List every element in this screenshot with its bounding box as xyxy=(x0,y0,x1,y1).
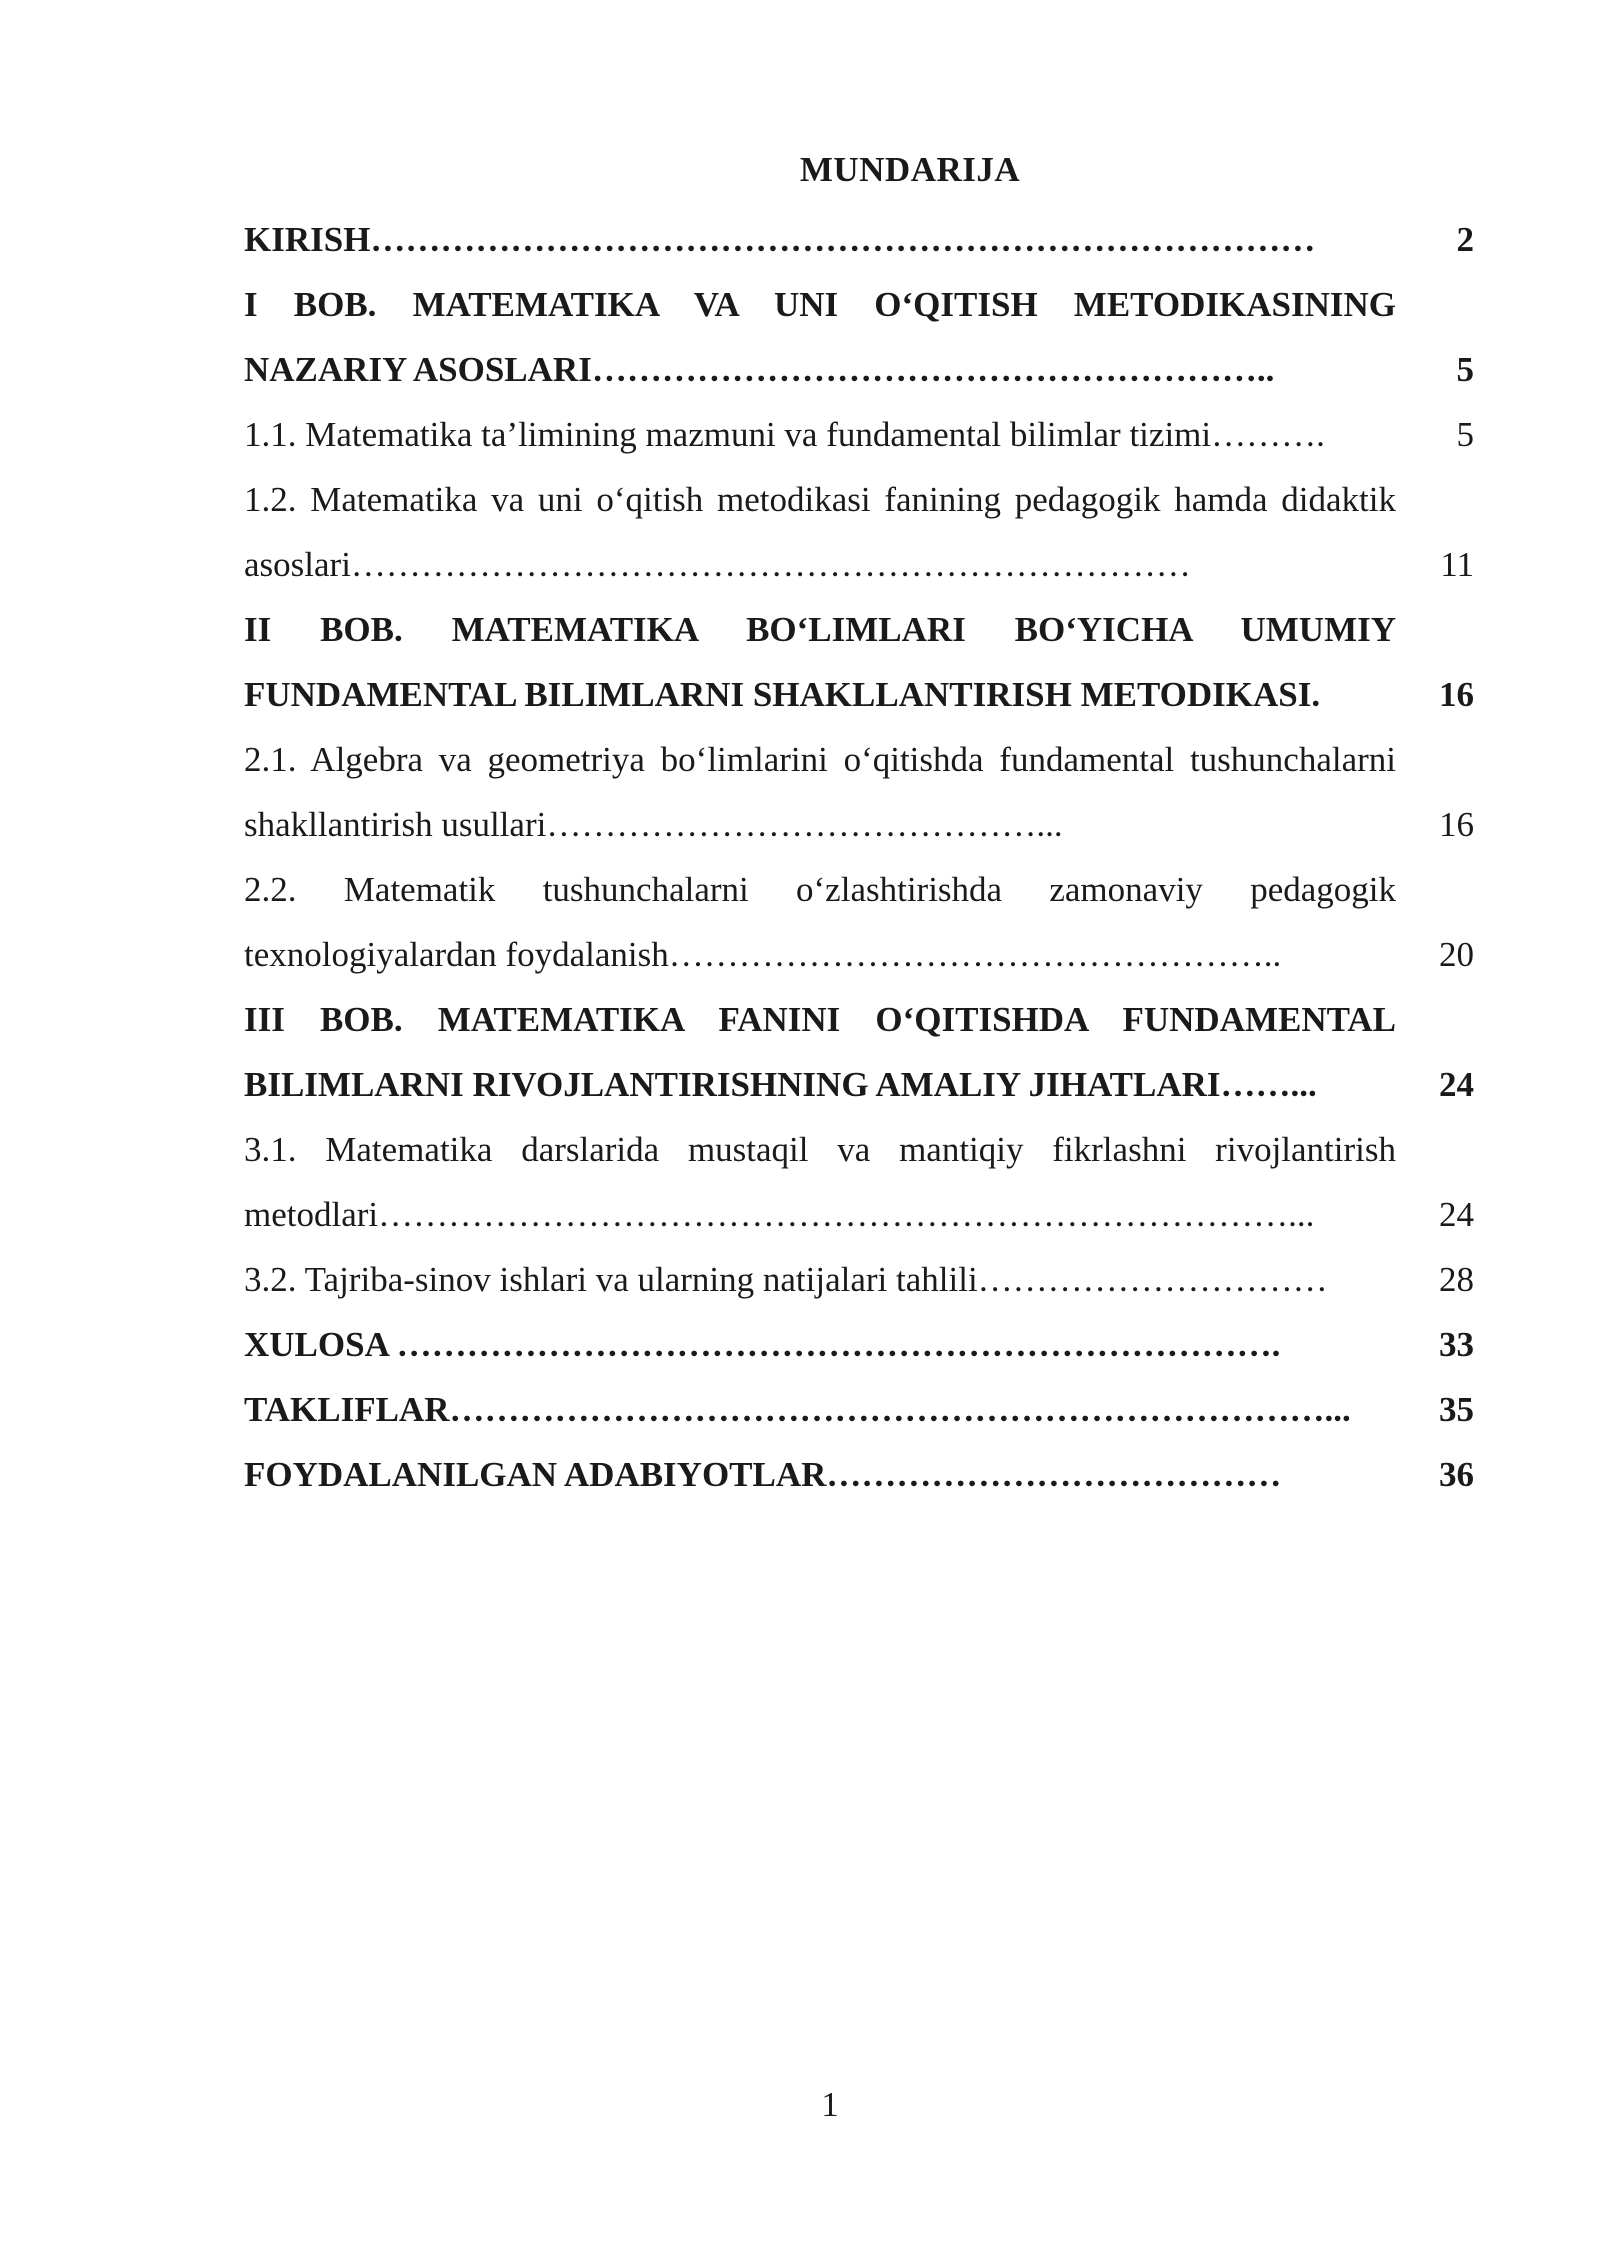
toc-entry-section-1-2 xyxy=(244,467,1474,597)
toc-entry-page xyxy=(1396,597,1474,727)
toc-entry-text: 2.2. Matematik tushunchalarni o‘zlashtirishda zamonaviy pedagogik texnologiyalardan foydalanish…………………………………………….. xyxy=(244,870,1396,974)
toc-entry-text xyxy=(244,272,1396,402)
toc-entry-page: 33 xyxy=(1439,1325,1474,1364)
toc-entry-kirish xyxy=(244,207,1474,272)
toc-entry-section-2-2 xyxy=(244,857,1474,987)
toc-entry-section-1-1 xyxy=(244,402,1474,467)
page-number: 1 xyxy=(821,2085,839,2124)
toc-title-text: MUNDARIJA xyxy=(799,150,1021,189)
toc-entry-text: 3.1. Matematika darslarida mustaqil va mantiqiy fikrlashni rivojlantirish metodlari……………………………………………………………………... xyxy=(244,1130,1396,1234)
toc-entry-page xyxy=(1396,727,1474,857)
toc-entry-text: XULOSA …………………………………………………………………. xyxy=(244,1325,1281,1364)
toc-entry-takliflar xyxy=(244,1377,1474,1442)
toc-entry-page-value: 5 xyxy=(1456,350,1474,389)
toc-entry-chapter-3 xyxy=(244,987,1474,1117)
toc-entry-page-value: 24 xyxy=(1439,1195,1474,1234)
toc-entry-page xyxy=(1396,987,1474,1117)
toc-entry-text: 2.1. Algebra va geometriya bo‘limlarini o‘qitishda fundamental tushunchalarni shakllantirish usullari……………………………………... xyxy=(244,740,1396,844)
toc-entry-text: 1.1. Matematika ta’limining mazmuni va fundamental bilimlar tizimi………. xyxy=(244,415,1325,454)
table-of-contents xyxy=(244,207,1474,1507)
toc-entry-page xyxy=(1396,857,1474,987)
toc-entry-text: KIRISH……………………………………………………………………… xyxy=(244,220,1316,259)
toc-entry-text: III BOB. MATEMATIKA FANINI O‘QITISHDA FUNDAMENTAL BILIMLARNI RIVOJLANTIRISHNING AMALIY JIHATLARI……... xyxy=(244,1000,1396,1104)
toc-entry-page xyxy=(1396,467,1474,597)
toc-entry-text-content: I BOB. MATEMATIKA VA UNI O‘QITISH METODIKASINING NAZARIY ASOSLARI………………………………………………….. xyxy=(244,285,1396,389)
toc-entry-text: 3.2. Tajriba-sinov ishlari va ularning natijalari tahlili………………………… xyxy=(244,1260,1328,1299)
toc-entry-page: 28 xyxy=(1439,1260,1474,1299)
toc-entry-page-value: 24 xyxy=(1439,1065,1474,1104)
toc-entry-adabiyotlar xyxy=(244,1442,1474,1507)
toc-entry-page: 35 xyxy=(1439,1390,1474,1429)
toc-entry-page-value: 16 xyxy=(1439,675,1474,714)
toc-entry-page xyxy=(1396,272,1474,402)
toc-entry-page-value: 20 xyxy=(1439,935,1474,974)
toc-entry-text: 1.2. Matematika va uni o‘qitish metodikasi fanining pedagogik hamda didaktik asoslari……………………………………………………………… xyxy=(244,480,1396,584)
toc-entry-section-2-1 xyxy=(244,727,1474,857)
toc-entry-page: 36 xyxy=(1439,1455,1474,1494)
toc-entry-text: TAKLIFLAR…………………………………………………………………... xyxy=(244,1390,1351,1429)
toc-entry-page-value: 11 xyxy=(1440,545,1474,584)
toc-entry-section-3-2 xyxy=(244,1247,1474,1312)
toc-title xyxy=(0,150,1600,190)
toc-entry-chapter-1 xyxy=(244,272,1474,402)
toc-entry-text: II BOB. MATEMATIKA BO‘LIMLARI BO‘YICHA UMUMIY FUNDAMENTAL BILIMLARNI SHAKLLANTIRISH METODIKASI. xyxy=(244,610,1396,714)
toc-entry-page: 5 xyxy=(1456,415,1474,454)
toc-entry-page: 2 xyxy=(1456,220,1474,259)
toc-entry-xulosa xyxy=(244,1312,1474,1377)
toc-entry-page xyxy=(1396,1117,1474,1247)
toc-entry-chapter-2 xyxy=(244,597,1474,727)
toc-entry-page-value: 16 xyxy=(1439,805,1474,844)
toc-entry-section-3-1 xyxy=(244,1117,1474,1247)
toc-entry-text: FOYDALANILGAN ADABIYOTLAR………………………………… xyxy=(244,1455,1282,1494)
